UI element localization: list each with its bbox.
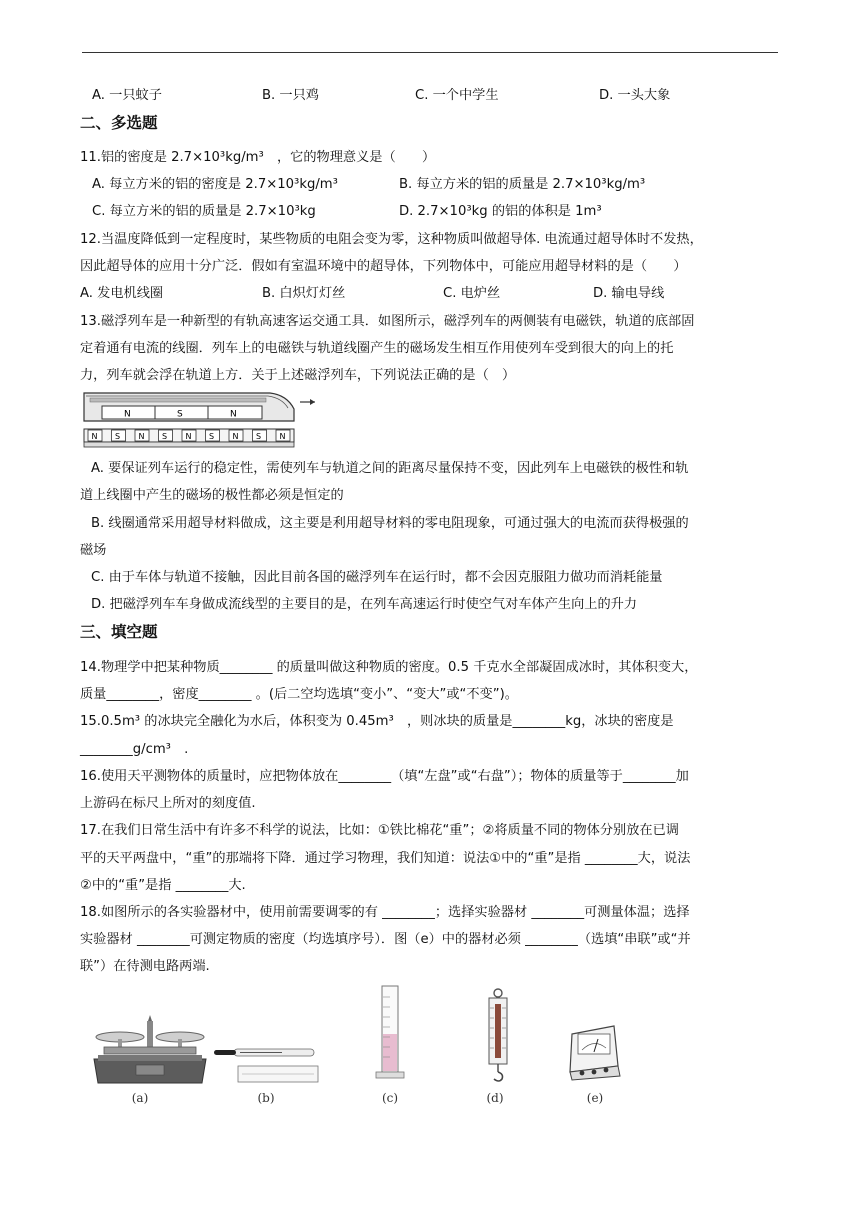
q11-option-b[interactable]: B. 每立方米的铝的质量是 2.7×10³kg/m³ [399, 177, 646, 192]
q13-option-a-line2: 道上线圈中产生的磁场的极性都必须是恒定的 [80, 488, 344, 503]
track-pole-label: S [115, 432, 121, 441]
q12-stem-line2: 因此超导体的应用十分广泛．假如有室温环境中的超导体，下列物体中，可能应用超导材料的是（ ） [80, 259, 687, 274]
q17-line1: 17.在我们日常生活中有许多不科学的说法，比如：①铁比棉花“重”；②将质量不同的物体分别放在已调 [80, 823, 679, 838]
q18-line1: 18.如图所示的各实验器材中，使用前需要调零的有 ________；选择实验器材 ________可测量体温；选择 [80, 905, 690, 920]
q13-stem-line1: 13.磁浮列车是一种新型的有轨高速客运交通工具．如图所示，磁浮列车的两侧装有电磁铁，轨道的底部固 [80, 314, 695, 329]
q11-option-c[interactable]: C. 每立方米的铝的质量是 2.7×10³kg [92, 204, 316, 219]
section-fill-blank-heading: 三、填空题 [80, 623, 158, 641]
track-pole-label: S [162, 432, 168, 441]
q13-option-d[interactable]: D. 把磁浮列车车身做成流线型的主要目的是，在列车高速运行时使空气对车体产生向上的升力 [91, 597, 638, 612]
track-pole-label: S [256, 432, 262, 441]
figure-caption-e: (e) [586, 1091, 604, 1105]
q13-option-a-line1[interactable]: A. 要保证列车运行的稳定性，需使列车与轨道之间的距离尽量保持不变，因此列车上电磁铁的极性和轨 [91, 461, 689, 476]
track-pole-label: N [185, 432, 192, 441]
q11-option-d[interactable]: D. 2.7×10³kg 的铝的体积是 1m³ [399, 204, 602, 219]
q16-line2: 上游码在标尺上所对的刻度值. [80, 796, 256, 811]
maglev-train-figure [82, 391, 322, 451]
q18-line2: 实验器材 ________可测定物质的密度（均选填序号）．图（e）中的器材必须 ________（选填“串联”或“并 [80, 932, 691, 947]
figure-caption-c: (c) [381, 1091, 399, 1105]
train-pole-2: S [177, 409, 183, 420]
figure-caption-b: (b) [257, 1091, 275, 1105]
figure-caption-d: (d) [486, 1091, 504, 1105]
graduated-cylinder-figure [373, 982, 407, 1082]
figure-caption-a: (a) [131, 1091, 149, 1105]
q15-line1: 15.0.5m³ 的冰块完全融化为水后，体积变为 0.45m³ ，则冰块的质量是________kg，冰块的密度是 [80, 714, 674, 729]
q10-option-d[interactable]: D. 一头大象 [599, 88, 671, 103]
q16-line1: 16.使用天平测物体的质量时，应把物体放在________（填“左盘”或“右盘”）；物体的质量等于________加 [80, 769, 689, 784]
q10-option-c[interactable]: C. 一个中学生 [415, 88, 499, 103]
q10-option-b[interactable]: B. 一只鸡 [262, 88, 319, 103]
train-pole-3: N [230, 409, 237, 420]
track-pole-label: N [279, 432, 286, 441]
q12-option-c[interactable]: C. 电炉丝 [443, 286, 501, 301]
clinical-thermometer-figure [212, 1040, 324, 1085]
spring-scale-figure [483, 988, 513, 1084]
q13-stem-line3: 力，列车就会浮在轨道上方．关于上述磁浮列车，下列说法正确的是（ ） [80, 368, 516, 383]
q13-stem-line2: 定着通有电流的线圈．列车上的电磁铁与轨道线圈产生的磁场发生相互作用使列车受到很大的向上的托 [80, 341, 674, 356]
q11-option-a[interactable]: A. 每立方米的铝的密度是 2.7×10³kg/m³ [92, 177, 338, 192]
track-pole-label: N [232, 432, 239, 441]
q17-line3: ②中的“重”是指 ________大. [80, 878, 246, 893]
q13-option-b-line1[interactable]: B. 线圈通常采用超导材料做成，这主要是利用超导材料的零电阻现象，可通过强大的电流而获得极强的 [91, 516, 689, 531]
track-pole-label: S [209, 432, 215, 441]
q10-option-a[interactable]: A. 一只蚊子 [92, 88, 162, 103]
q17-line2: 平的天平两盘中，“重”的那端将下降．通过学习物理，我们知道：说法①中的“重”是指 ________大，说法 [80, 851, 691, 866]
q12-option-a[interactable]: A. 发电机线圈 [80, 286, 164, 301]
header-rule [82, 52, 778, 53]
section-multiple-choice-heading: 二、多选题 [80, 114, 158, 132]
q13-option-b-line2: 磁场 [80, 543, 107, 558]
q12-option-b[interactable]: B. 白炽灯灯丝 [262, 286, 346, 301]
track-coils [88, 430, 290, 441]
q12-stem-line1: 12.当温度降低到一定程度时，某些物质的电阻会变为零，这种物质叫做超导体. 电流通过超导体时不发热， [80, 232, 703, 247]
train-pole-1: N [124, 409, 131, 420]
balance-scale-figure [90, 1015, 210, 1087]
q13-option-c[interactable]: C. 由于车体与轨道不接触，因此目前各国的磁浮列车在运行时，都不会因克服阻力做功而消耗能量 [91, 570, 663, 585]
q14-line1: 14.物理学中把某种物质________ 的质量叫做这种物质的密度。0.5 千克水全部凝固成冰时，其体积变大， [80, 660, 698, 675]
track-pole-label: N [91, 432, 98, 441]
q15-line2: ________g/cm³ . [80, 742, 189, 757]
q11-stem: 11.铝的密度是 2.7×10³kg/m³ ，它的物理意义是（ ） [80, 150, 436, 165]
q14-line2: 质量________，密度________ 。(后二空均选填“变小”、“变大”或“不变”)。 [80, 687, 518, 702]
electric-meter-figure [566, 1022, 622, 1082]
track-pole-label: N [138, 432, 145, 441]
q18-line3: 联”）在待测电路两端. [80, 959, 210, 974]
q12-option-d[interactable]: D. 输电导线 [593, 286, 665, 301]
